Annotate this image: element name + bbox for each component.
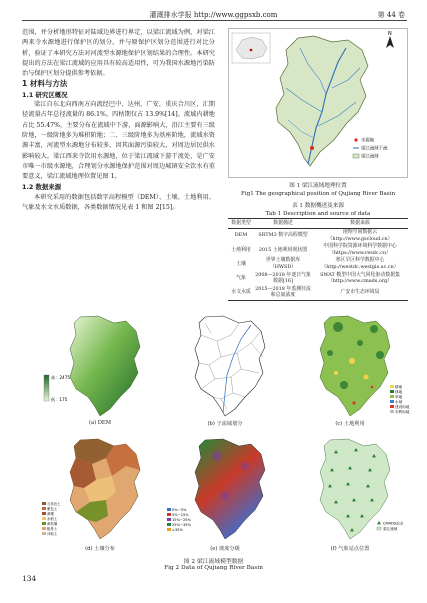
table-row: 土壤 世界土壤数据库（HWSD） 寒区旱区科学数据中心（http://westdc.westgis.ac.cn）: [236, 257, 399, 271]
svg-text:15%~25%: 15%~25%: [172, 518, 191, 522]
svg-text:紫色土: 紫色土: [47, 507, 58, 511]
svg-text:石灰岩土: 石灰岩土: [47, 502, 61, 506]
legend-water-source: 水源地: [361, 138, 375, 144]
table-header: 数据来源: [312, 219, 408, 229]
dem-legend-high: 高：2475: [51, 375, 71, 380]
right-column: [228, 28, 408, 301]
figure-1-map: [228, 28, 408, 178]
figure-1-caption-cn: 图 1 梁江流域地理位置: [289, 183, 347, 189]
header-rule: [22, 20, 407, 21]
panel-weather-stations: [290, 436, 410, 553]
svg-text:粗骨土: 粗骨土: [47, 527, 58, 531]
panel-slope: [165, 436, 285, 553]
table-row: DEM SRTM3 数字高程模型 地理空间数据云（http://www.gscloud.cn）: [234, 229, 393, 242]
table-row: 气象 2008—2018 年逐日气象数据[16] SWAT 模型中国大气同化驱动数据集（http://www.cmads.org）: [236, 271, 400, 285]
data-source-table: [228, 218, 408, 301]
panel-caption: (e) 坡度分级: [210, 546, 240, 552]
svg-text:水稻土: 水稻土: [47, 517, 58, 521]
svg-text:耕地: 耕地: [395, 385, 403, 389]
table-row: 土地利用 2015 土地利用现状图 中国科学院资源环境科学数据中心（https://www.resdc.cn）: [231, 243, 397, 256]
svg-text:冲积土: 冲积土: [47, 532, 58, 536]
water-source-marker: [310, 146, 314, 150]
panel-caption: (d) 土壤分布: [85, 546, 115, 552]
station-legend: [377, 520, 404, 531]
inset-location-marker: [250, 49, 253, 52]
panel-soil: [40, 436, 160, 553]
svg-text:建设用地: 建设用地: [395, 405, 410, 409]
svg-text:林地: 林地: [395, 390, 403, 394]
table-row: 水文水质 2015—2018 年监测径流和总氮浓度 广安市生态环境局: [228, 285, 408, 300]
svg-text:黄壤: 黄壤: [47, 512, 54, 516]
left-column: [22, 28, 215, 213]
svg-text:黄棕壤: 黄棕壤: [47, 522, 58, 526]
volume-label: 第 44 卷: [377, 11, 405, 19]
panel-caption: (f) 气象站点位置: [330, 546, 370, 552]
panel-caption: (b) 子流域划分: [207, 421, 243, 427]
table-1-caption-cn: 表 1 数据概述及来源: [292, 203, 344, 209]
svg-text:未利用地: 未利用地: [395, 410, 410, 414]
section-1-2-text: 本研究采用的数据包括数字高程模型（DEM）、土壤、土地利用、气象及水文水质数据，各类数据情况见表 1 和图 2[15]。: [22, 193, 215, 212]
section-1-1-text: 梁江自东北向西南方向流经巴中、达州、广安，重庆合川区，汇期径流量占年总径流量的 86.1%，四枯期仅占 13.9%[14]。流域内耕地占比 55.47%，主要分布在流域中下游，面源影响大，沿江主要有三级阶地，一级阶地多为堆积阶地；二、三级阶地多为基座阶地，流域水资源丰富，河流型水源地分布较多，因其面源污染较大，对周边居民供水影响较大。梁江西来寺饮用水源地，位于梁江流域下游干流处，是广安市唯一市级水源地，合理划分水源地保护范围对周边城镇安全饮水有重要意义，梁江流域地理位置见图 1。: [22, 101, 215, 181]
table-1-caption-en: Tab 1 Description and source of data: [265, 211, 371, 217]
section-1-1-title: 1.1 研究区概况: [22, 90, 68, 99]
landuse-legend: [390, 384, 410, 414]
soil-legend: [42, 501, 61, 536]
slope-legend: [167, 508, 192, 532]
panel-caption: (c) 土地利用: [335, 421, 365, 427]
figure-2-caption-en: Fig 2 Data of Qujiang River Basin: [164, 565, 263, 571]
svg-text:水域: 水域: [395, 400, 403, 404]
section-1-2-title: 1.2 数据来源: [22, 183, 62, 192]
panel-dem: [40, 313, 160, 428]
svg-text:CMADS站点: CMADS站点: [383, 521, 404, 526]
panel-landuse: [290, 313, 410, 428]
table-header: 数据类型: [228, 219, 254, 229]
panel-subbasins: [165, 313, 285, 428]
panel-caption: (a) DEM: [88, 420, 112, 426]
figure-1-caption-en: Fig1 The geographical position of Qujiang River Basin: [240, 191, 396, 197]
legend-basin: 梁江流域: [361, 154, 379, 160]
svg-text:5%~15%: 5%~15%: [172, 513, 189, 517]
svg-text:>35%: >35%: [172, 528, 183, 532]
page-number: 134: [22, 574, 37, 583]
intro-paragraph: 范围，并分析地形特征对陆域边界进行界定，以梁江流域为例，对梁江两来寺水源地进行保护区的划分，并与原保护区划分范围进行对比分析，验证了本研究方法对河流型水源地保护区划结果的合理性。本研究提出的方法在梁江流域的应用具有较高适用性，可为我国水源地污染防治与保护区划分提供参考依据。: [22, 29, 215, 78]
table-header: 数据描述: [254, 219, 312, 229]
journal-header: 灌溉排水学报 http://www.ggpsxb.com: [149, 11, 278, 19]
figure-2-caption-cn: 图 2 梁江流域模型数据: [183, 559, 244, 565]
section-1-title: 1 材料与方法: [22, 79, 68, 89]
svg-text:草地: 草地: [395, 395, 403, 399]
legend-main-river: 梁江流域干流: [361, 146, 388, 152]
svg-text:梁江流域: 梁江流域: [383, 527, 398, 531]
svg-text:0%~5%: 0%~5%: [172, 508, 187, 512]
north-label: N: [388, 31, 392, 37]
svg-text:25%~35%: 25%~35%: [172, 523, 191, 527]
dem-legend-low: 低：175: [51, 397, 68, 402]
